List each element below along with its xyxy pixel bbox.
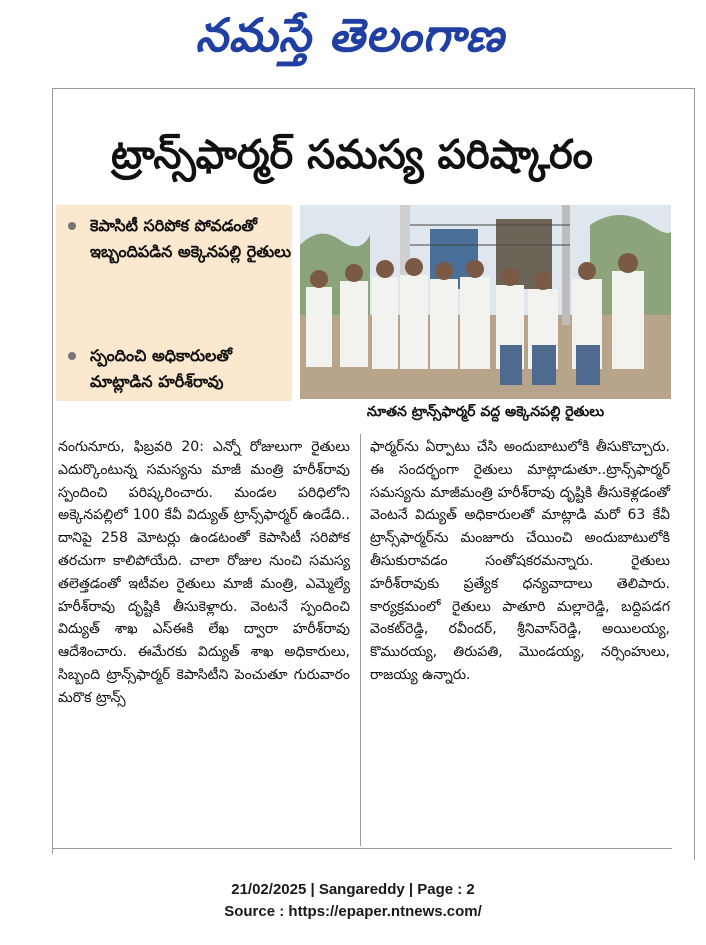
highlight-text-2: స్పందించి అధికారులతో మాట్లాడిన హరీశ్‌రావు bbox=[90, 346, 232, 391]
article-text-col2: ఫార్మర్‌ను ఏర్పాటు చేసి అందుబాటులోకి తీసుకొచ్చారు. ఈ సందర్భంగా రైతులు మాట్లాడుతూ..ట్రాన్స్‌ఫార్మర్ సమస్యను మాజీమంత్రి హరీశ్‌రావు దృష్టికి తీసుకెళ్లడంతో వెంటనే విద్యుత్ అధికారులతో మాట్లాడి మరో 63 కేవీ ట్రాన్స్‌ఫార్మర్‌ను మంజూరు చేయించి అందుబాటులోకి తీసుకురావడం సంతోషకరమన్నారు. రైతులు హరీశ్‌రావుకు ప్రత్యేక ధన్యవాదాలు తెలిపారు. కార్యక్రమంలో రైతులు పాతూరి మల్లారెడ్డి, బద్దిపడగ వెంకట్‌రెడ్డి, రవీందర్, శ్రీనివాస్‌రెడ్డి, అయిలయ్య, కొమురయ్య, తిరుపతి, మొండయ్య, నర్సింహులు, రాజయ్య ఉన్నారు. bbox=[370, 439, 670, 683]
highlight-text-1: కెపాసిటీ సరిపోక పోవడంతో ఇబ్బందిపడిన అక్కెనపల్లి రైతులు bbox=[90, 216, 292, 261]
masthead-logo: నమస్తే తెలంగాణ bbox=[195, 8, 505, 62]
news-photo bbox=[300, 205, 671, 399]
footer-date-edition: 21/02/2025 | Sangareddy | Page : 2 bbox=[231, 881, 475, 898]
bullet-dot-icon bbox=[68, 222, 76, 230]
bullet-dot-icon bbox=[68, 352, 76, 360]
top-frame-rule bbox=[52, 88, 694, 89]
photo-caption: నూతన ట్రాన్స్‌ఫార్మర్ వద్ద అక్కెనపల్లి రైతులు bbox=[366, 404, 605, 420]
bottom-frame-rule bbox=[52, 848, 672, 849]
highlight-bullet-2 bbox=[70, 343, 300, 395]
highlights-box bbox=[56, 205, 292, 401]
article-text-col1: నంగునూరు, ఫిబ్రవరి 20: ఎన్నో రోజులుగా రైతులు ఎదుర్కొంటున్న సమస్యను మాజీ మంత్రి హరీశ్‌రావు స్పందించి పరిష్కరించారు. మండల పరిధిలోని అక్కెనపల్లిలో 100 కేవీ విద్యుత్ ట్రాన్స్‌ఫార్మర్ ఉండేది.. దానిపై 258 మోటర్లు ఉండటంతో కెపాసిటీ సరిపోక తరచుగా కాలిపోయేది. చాలా రోజుల నుంచి సమస్య తలెత్తడంతో ఇటీవల రైతులు మాజీ మంత్రి, ఎమ్మెల్యే హరీశ్‌రావు దృష్టికి తీసుకెళ్లారు. వెంటనే స్పందించి విద్యుత్ శాఖ ఎస్‌ఈకి లేఖ ద్వారా హరీశ్‌రావు ఆదేశించారు. ఈమేరకు విద్యుత్ శాఖ అధికారులు, సిబ్బంది ట్రాన్స్‌ఫార్మర్ కెపాసిటీని పెంచుతూ గురువారం మరొక ట్రాన్స్‌ bbox=[58, 439, 350, 706]
farmers-transformer-photo bbox=[300, 205, 671, 399]
left-frame-rule bbox=[52, 88, 53, 854]
right-frame-rule bbox=[694, 88, 695, 860]
footer-source: Source : https://epaper.ntnews.com/ bbox=[224, 903, 482, 920]
article-column-1 bbox=[58, 436, 350, 710]
article-column-2 bbox=[370, 436, 670, 687]
column-divider bbox=[360, 434, 361, 846]
article-headline: ట్రాన్స్‌ఫార్మర్ సమస్య పరిష్కారం bbox=[111, 132, 593, 178]
highlight-bullet-1 bbox=[70, 213, 300, 265]
